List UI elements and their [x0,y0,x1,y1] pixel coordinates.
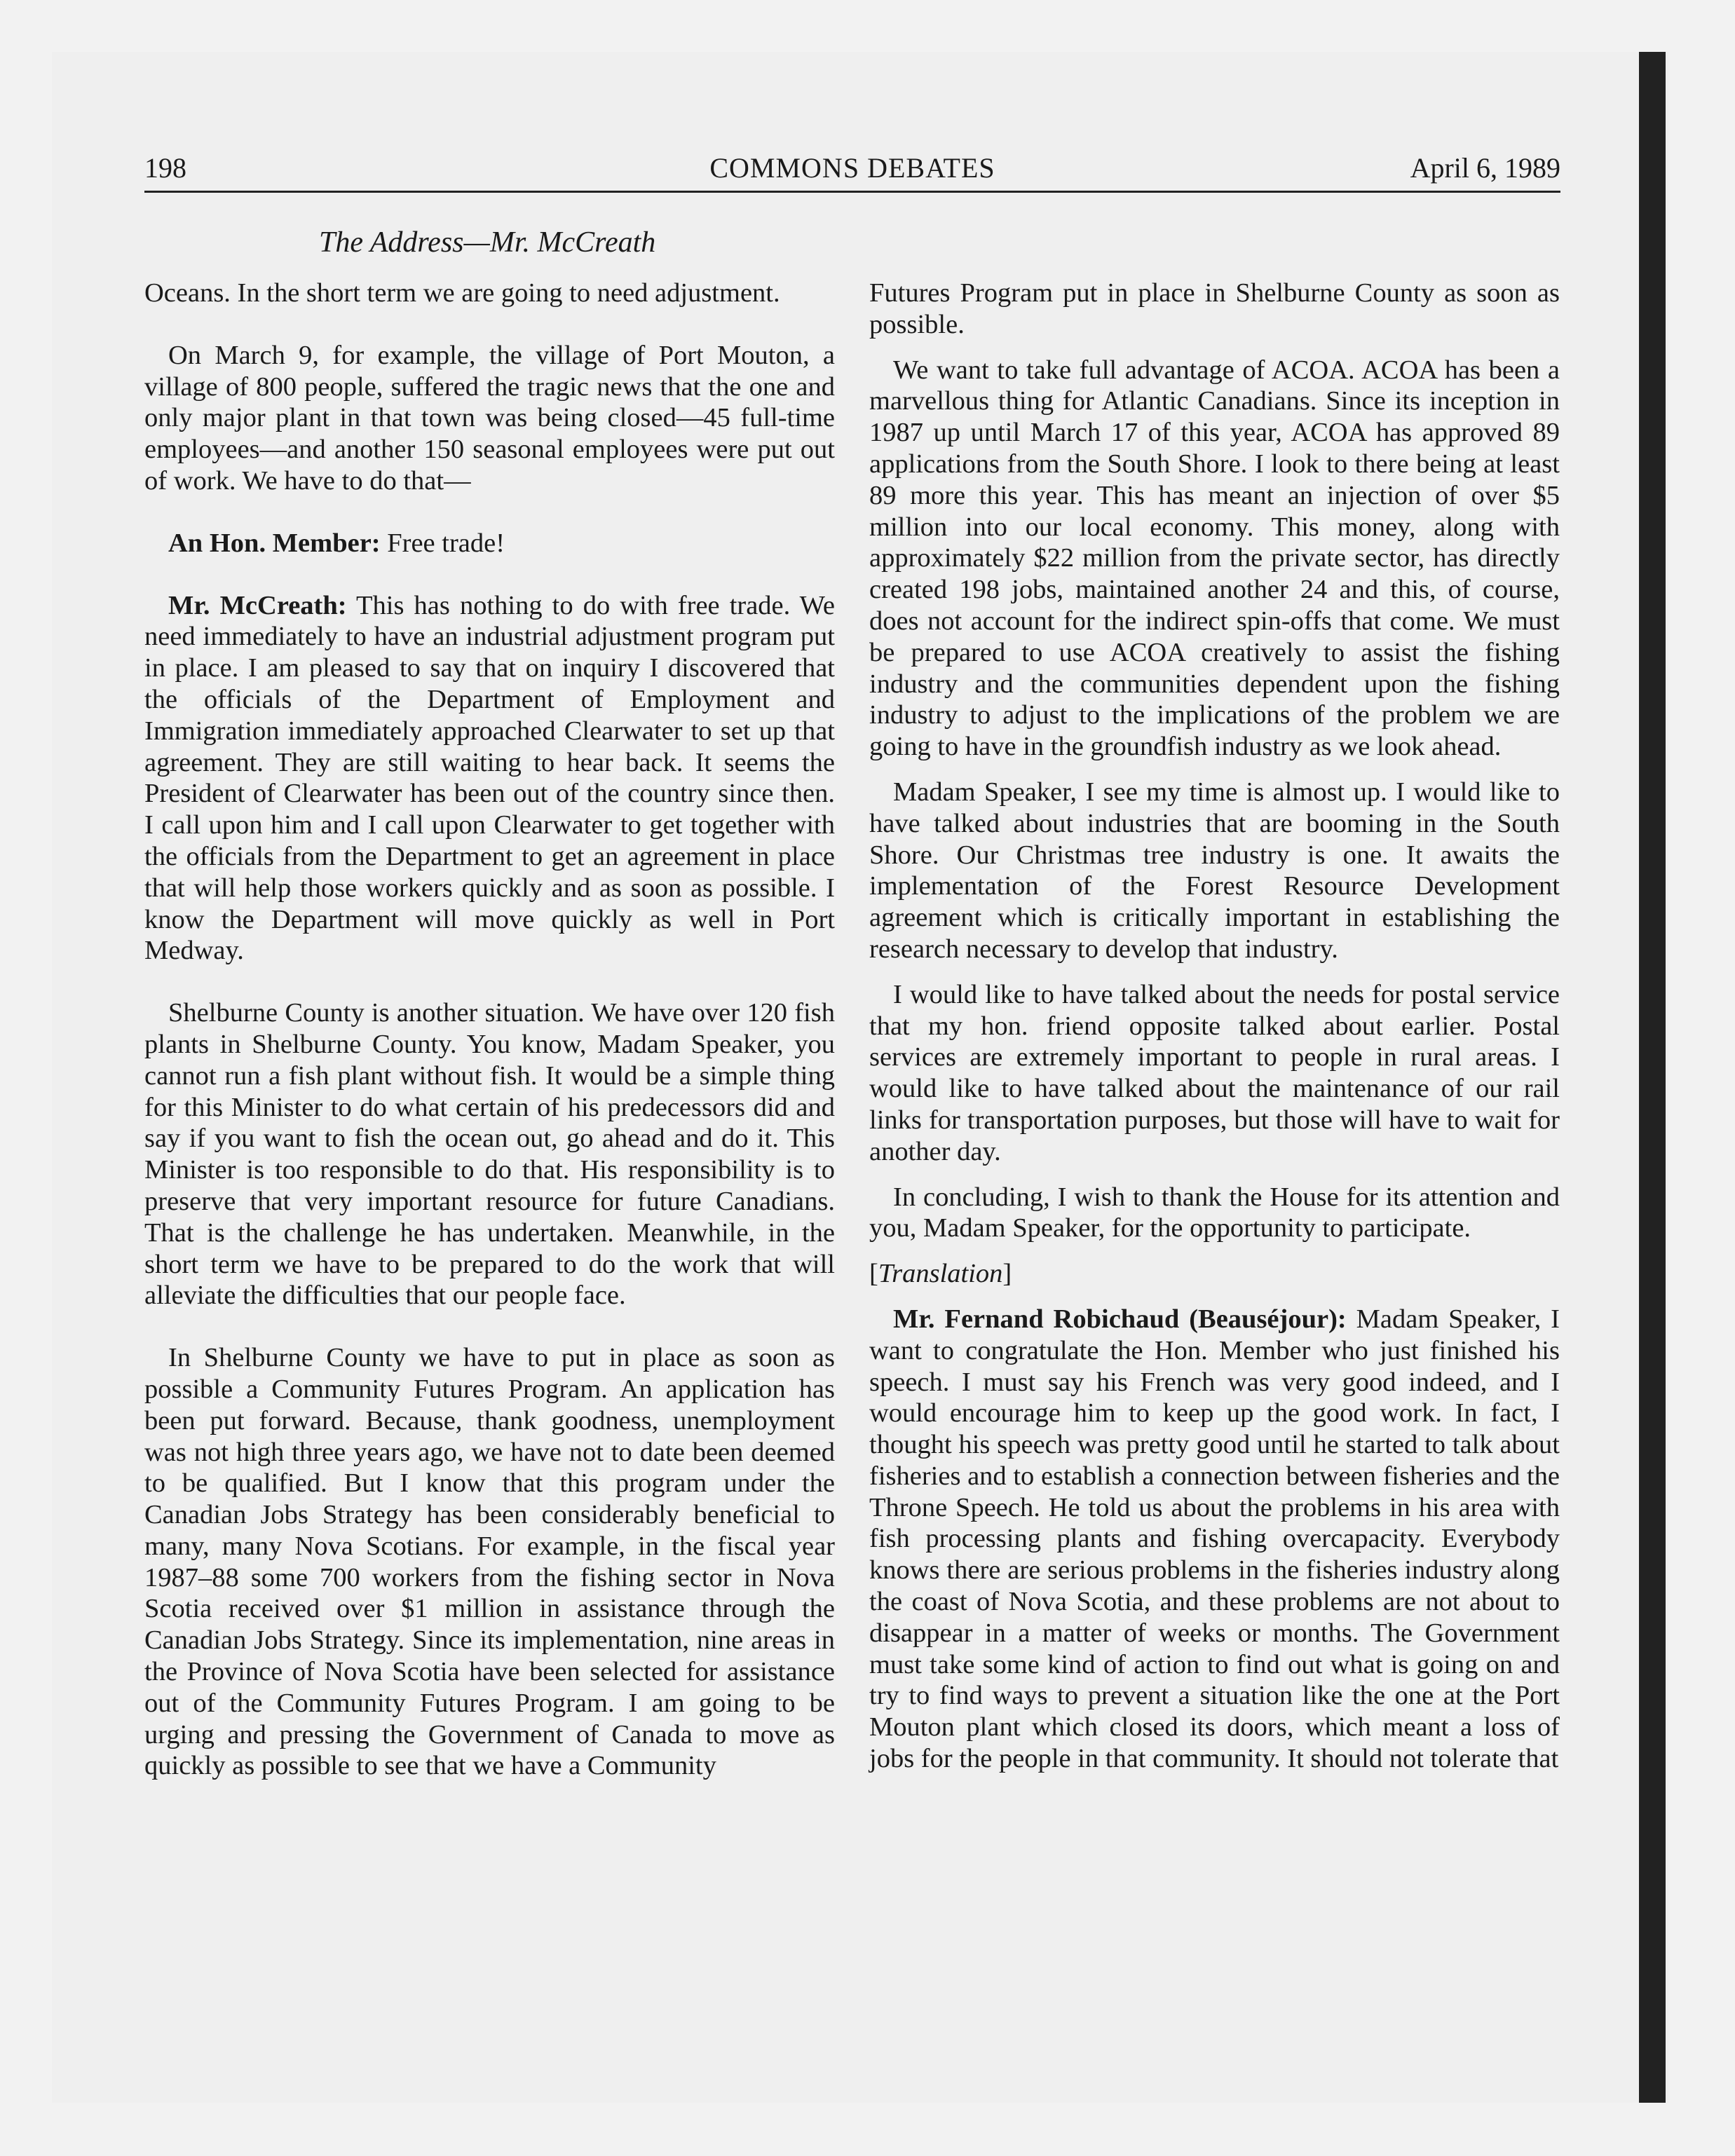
bracket-close: ] [1002,1259,1012,1289]
speech-turn [144,590,835,967]
speech-text: Madam Speaker, I want to congratulate the Hon. Member who just finished his speech. I must say his French was very good indeed, and I would encourage him to keep up the good work. In fact, I thought his speech was pretty good until he started to talk about fisheries and to establish a connection between fisheries and the Throne Speech. He told us about the problems in his area with fish processing plants and fishing overcapacity. Everybody knows there are serious problems in the fisheries industry along the coast of Nova Scotia, and these problems are not about to disappear in a matter of weeks or months. The Government must take some kind of action to find out what is going on and try to find ways to prevent a situation like the one at the Port Mouton plant which closed its doors, which meant a loss of jobs for the people in that community. It should not tolerate that [869,1304,1560,1774]
paragraph: I would like to have talked about the needs for postal service that my hon. friend opposite talked about earlier. Postal services are extremely important to people in rural areas. I would like to have talked about the maintenance of our rail links for transportation purposes, but those will have to wait for another day. [869,979,1560,1166]
speaker-name: An Hon. Member: [168,528,381,558]
scan-edge-bar [1639,52,1666,2103]
right-column [869,278,1560,1775]
paragraph: Shelburne County is another situation. We have over 120 fish plants in Shelburne County. You know, Madam Speaker, you cannot run a fish plant without fish. It would be a simple thing for this Minister to do what certain of his predecessors did and say if you want to fish the ocean out, go ahead and do it. This Minister is too responsible to do that. His responsibility is to preserve that very important resource for future Canadians. That is the challenge he has undertaken. Meanwhile, in the short term we have to be prepared to do the work that will alleviate the difficulties that our people face. [144,998,835,1311]
paragraph: Oceans. In the short term we are going to need adjustment. [144,278,780,308]
translation-marker [869,1258,1560,1290]
bracket-open: [ [869,1259,878,1289]
speech-turn [869,1304,1560,1775]
speech-turn [144,528,835,559]
translation-label: Translation [878,1259,1003,1289]
header-rule [144,191,1560,193]
publication-title: COMMONS DEBATES [709,152,995,184]
speaker-name: Mr. Fernand Robichaud (Beauséjour): [893,1304,1347,1334]
issue-date: April 6, 1989 [1410,152,1560,184]
paragraph: In concluding, I wish to thank the House for its attention and you, Madam Speaker, for the opportunity to participate. [869,1182,1560,1243]
paragraph: In Shelburne County we have to put in place as soon as possible a Community Futures Program. An application has been put forward. Because, thank goodness, unemployment was not high three years ago, we have not to date been deemed to be qualified. But I know that this program under the Canadian Jobs Strategy has been considerably beneficial to many, many Nova Scotians. For example, in the fiscal year 1987–88 some 700 workers from the fishing sector in Nova Scotia received over $1 million in assistance through the Canadian Jobs Strategy. Since its implementation, nine areas in the Province of Nova Scotia have been selected for assistance out of the Community Futures Program. I am going to be urging and pressing the Government of Canada to move as quickly as possible to see that we have a Community [144,1343,835,1781]
speech-text: This has nothing to do with free trade. We need immediately to have an industrial adjustment program put in place. I am pleased to say that on inquiry I discovered that the officials of the Department of Employment and Immigration immediately approached Clearwater to set up that agreement. They are still waiting to hear back. It seems the President of Clearwater has been out of the country since then. I call upon him and I call upon Clearwater to get together with the officials from the Department to get an agreement in place that will help those workers quickly and as soon as possible. I know the Department will move quickly as well in Port Medway. [144,590,835,966]
paragraph: Madam Speaker, I see my time is almost up. I would like to have talked about industries that are booming in the South Shore. Our Christmas tree industry is one. It awaits the implementation of the Forest Resource Development agreement which is critically important in establishing the research necessary to develop that industry. [869,777,1560,964]
speaker-name: Mr. McCreath: [168,590,347,620]
speech-text: Free trade! [380,528,505,558]
paragraph: Futures Program put in place in Shelburne County as soon as possible. [869,278,1560,339]
section-subheading: The Address—Mr. McCreath [319,226,656,259]
left-column [144,278,835,1782]
paragraph: On March 9, for example, the village of Port Mouton, a village of 800 people, suffered the tragic news that the one and only major plant in that town was being closed—45 full-time employees—and another 150 seasonal employees were put out of work. We have to do that— [144,340,835,496]
paragraph: We want to take full advantage of ACOA. ACOA has been a marvellous thing for Atlantic Canadians. Since its inception in 1987 up until March 17 of this year, ACOA has approved 89 applications from the South Shore. I look to there being at least 89 more this year. This has meant an injection of over $5 million into our local economy. This money, along with approximately $22 million from the private sector, has directly created 198 jobs, maintained another 24 and this, of course, does not account for the indirect spin-offs that come. We must be prepared to use ACOA creatively to assist the fishing industry and the communities dependent upon the fishing industry to adjust to the implications of the problem we are going to have in the groundfish industry as we look ahead. [869,355,1560,762]
page-number: 198 [144,152,186,184]
running-header [144,147,1560,189]
